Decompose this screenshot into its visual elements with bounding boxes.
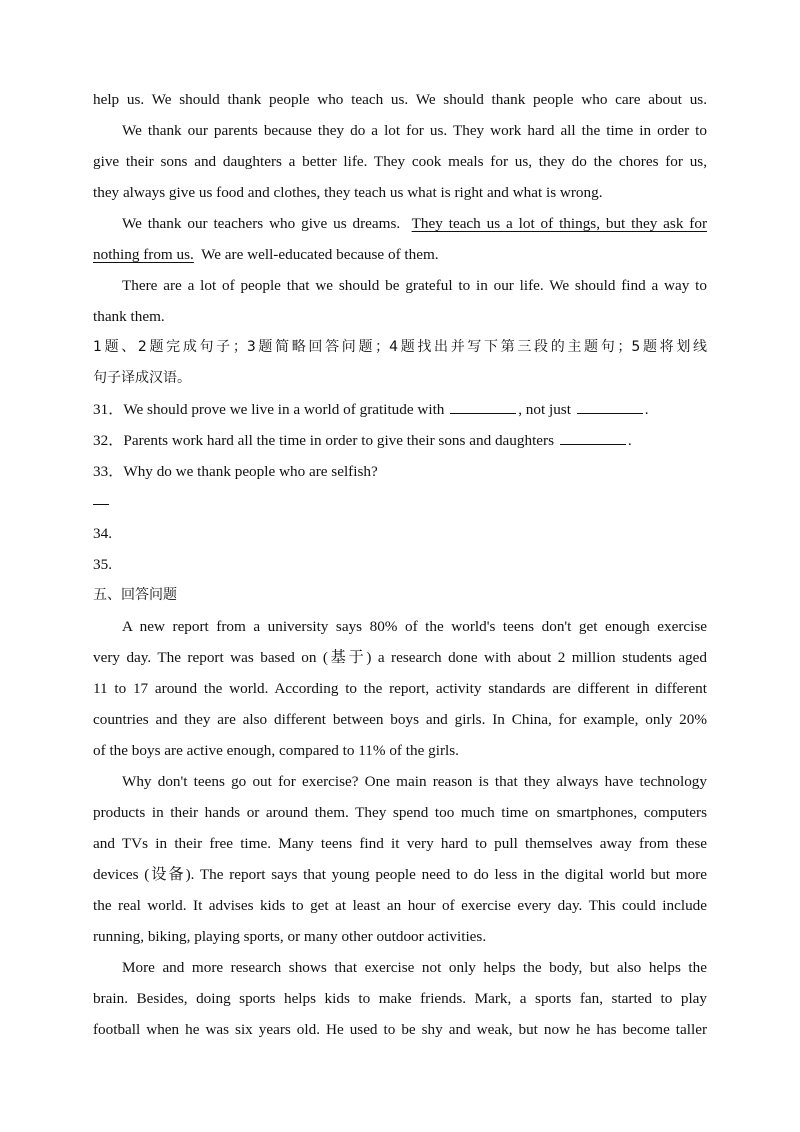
passage-text: We are well-educated because of them. [201,246,439,263]
passage-line: football when he was six years old. He used to be shy and weak, but now he has become taller [93,1021,707,1038]
passage-line: countries and they are also different between boys and girls. In China, for example, only 20% [93,711,707,728]
underlined-sentence: nothing from us. [93,246,194,263]
instruction-line: 句子译成汉语。 [93,370,191,386]
instruction-line: 1题、2题完成句子；3题简略回答问题；4题找出并写下第三段的主题句；5题将划线 [93,339,707,355]
answer-blank[interactable] [577,399,643,414]
question-text: . [627,432,632,449]
question-text: 32．Parents work hard all the time in order to give their sons and daughters [93,432,555,449]
passage-line: 11 to 17 around the world. According to the report, activity standards are different in different [93,680,707,697]
passage-line: Why don't teens go out for exercise? One main reason is that they always have technology [122,773,707,790]
passage-line: help us. We should thank people who teach us. We should thank people who care about us. [93,91,707,108]
passage-line: very day. The report was based on (基于) a research done with about 2 million students aged [93,649,707,666]
question-32 [93,425,707,456]
passage-text: We thank our teachers who give us dreams. [122,215,401,232]
question-text: , not just [518,401,571,418]
question-text: 31．We should prove we live in a world of gratitude with [93,401,445,418]
answer-blank[interactable] [450,399,516,414]
document-page [93,84,707,1045]
answer-dash [93,503,109,505]
passage-line: running, biking, playing sports, or many other outdoor activities. [93,928,487,945]
underlined-sentence: They teach us a lot of things, but they ask for [411,215,707,232]
passage-line: thank them. [93,308,165,325]
passage-line: of the boys are active enough, compared to 11% of the girls. [93,742,459,759]
passage-line [93,208,707,239]
answer-blank[interactable] [560,430,626,445]
passage-line: brain. Besides, doing sports helps kids to make friends. Mark, a sports fan, started to play [93,990,707,1007]
passage-line: There are a lot of people that we should be grateful to in our life. We should find a way to [122,277,707,294]
question-text: . [644,401,649,418]
passage-line: the real world. It advises kids to get at least an hour of exercise every day. This could include [93,897,707,914]
question-34: 34. [93,525,112,542]
passage-line: More and more research shows that exercise not only helps the body, but also helps the [122,959,707,976]
question-33: 33．Why do we thank people who are selfish? [93,463,378,480]
question-35: 35. [93,556,112,573]
passage-line: give their sons and daughters a better life. They cook meals for us, they do the chores for us, [93,153,707,170]
question-31 [93,394,707,425]
passage-line: A new report from a university says 80% of the world's teens don't get enough exercise [122,618,707,635]
passage-line: devices (设备). The report says that young people need to do less in the digital world but more [93,866,707,883]
passage-line: products in their hands or around them. They spend too much time on smartphones, computers [93,804,707,821]
answer-dash-line[interactable] [93,487,707,518]
passage-line: We thank our parents because they do a lot for us. They work hard all the time in order to [122,122,707,139]
passage-line: and TVs in their free time. Many teens find it very hard to pull themselves away from these [93,835,707,852]
passage-line [93,239,707,270]
section-heading: 五、回答问题 [93,587,177,603]
passage-line: they always give us food and clothes, they teach us what is right and what is wrong. [93,184,603,201]
